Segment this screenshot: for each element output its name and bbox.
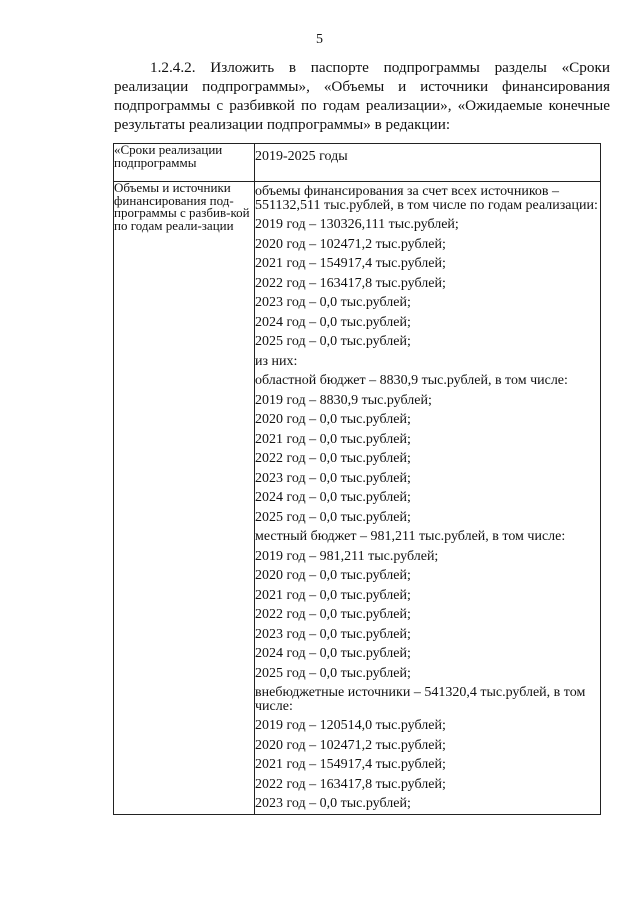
local-years-list [255,547,600,684]
intro-paragraph [114,58,610,134]
financing-value-cell [255,182,601,815]
year-line: 2023 год – 0,0 тыс.рублей; [255,470,411,486]
regional-years-list [255,391,600,528]
year-line: 2023 год – 0,0 тыс.рублей; [255,796,411,811]
year-line: 2019 год – 130326,111 тыс.рублей; [255,217,459,232]
year-line: 2021 год – 0,0 тыс.рублей; [255,587,411,603]
year-line: 2022 год – 0,0 тыс.рублей; [255,451,411,466]
year-line: 2020 год – 0,0 тыс.рублей; [255,412,411,427]
year-line: 2019 год – 8830,9 тыс.рублей; [255,392,432,408]
year-line: 2021 год – 154917,4 тыс.рублей; [255,757,446,772]
year-line: 2023 год – 0,0 тыс.рублей; [255,626,411,642]
year-line: 2025 год – 0,0 тыс.рублей; [255,334,411,349]
table-row-financing [114,182,601,815]
year-line: 2019 год – 981,211 тыс.рублей; [255,548,439,564]
period-value-cell [255,144,601,182]
year-line: 2020 год – 102471,2 тыс.рублей; [255,236,446,252]
of-them-label: из них: [255,353,298,369]
local-heading: местный бюджет – 981,211 тыс.рублей, в том числе: [255,529,566,544]
period-value: 2019-2025 годы [255,149,348,164]
year-line: 2019 год – 120514,0 тыс.рублей; [255,718,446,733]
year-line: 2021 год – 0,0 тыс.рублей; [255,431,411,447]
table-row-period [114,144,601,182]
page-number: 5 [316,32,323,47]
year-line: 2023 год – 0,0 тыс.рублей; [255,295,411,310]
year-line: 2025 год – 0,0 тыс.рублей; [255,665,411,681]
period-label: «Сроки реализации подпрограммы [114,142,223,170]
year-line: 2024 год – 0,0 тыс.рублей; [255,314,411,330]
intro-text: 1.2.4.2. Изложить в паспорте подпрограммы разделы «Сроки реализации подпрограммы», «Объемы и источники финансирования подпрограммы с разбивкой по годам реализации», «Ожидаемые конечные результаты реализации подпрограммы» в редакции: [114,59,610,133]
year-line: 2024 год – 0,0 тыс.рублей; [255,490,411,505]
regional-heading: областной бюджет – 8830,9 тыс.рублей, в том числе: [255,373,568,388]
year-line: 2022 год – 0,0 тыс.рублей; [255,607,411,622]
year-line: 2020 год – 102471,2 тыс.рублей; [255,737,446,753]
year-line: 2025 год – 0,0 тыс.рублей; [255,509,411,525]
year-line: 2021 год – 154917,4 тыс.рублей; [255,256,446,271]
financing-label: Объемы и источники финансирования под-программы с разбив-кой по годам реали-зации [114,180,250,233]
financing-label-cell [114,182,255,815]
extra-heading: внебюджетные источники – 541320,4 тыс.рублей, в том числе: [255,685,586,714]
year-line: 2020 год – 0,0 тыс.рублей; [255,568,411,583]
extra-years-list [255,716,600,814]
total-heading: объемы финансирования за счет всех источников – 551132,511 тыс.рублей, в том числе по годам реализации: [255,184,598,213]
total-years-list [255,215,600,352]
year-line: 2024 год – 0,0 тыс.рублей; [255,646,411,661]
period-label-cell [114,144,255,182]
year-line: 2022 год – 163417,8 тыс.рублей; [255,275,446,291]
year-line: 2022 год – 163417,8 тыс.рублей; [255,776,446,792]
passport-table [113,143,601,815]
